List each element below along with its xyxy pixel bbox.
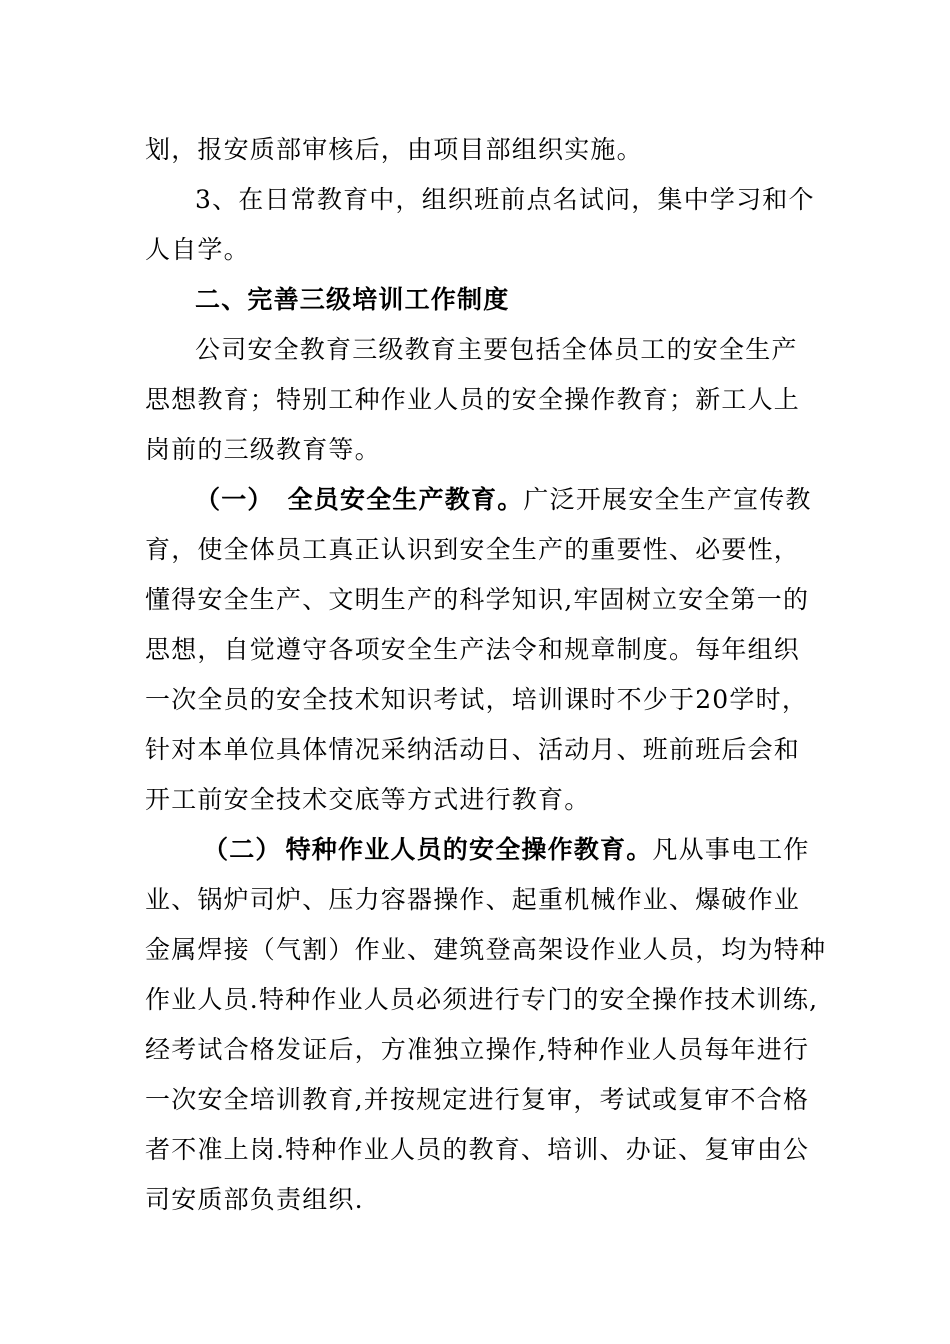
section-2-line-8: 司安质部负责组织. [145, 1185, 364, 1214]
section-1-line-4: 思想，自觉遵守各项安全生产法令和规章制度。每年组织 [145, 635, 801, 664]
section-1-line-2: 育，使全体员工真正认识到安全生产的重要性、必要性， [145, 535, 801, 564]
section-2-line-7: 者不准上岗.特种作业人员的教育、培训、办证、复审由公 [145, 1135, 810, 1164]
paragraph-3-line-1: 公司安全教育三级教育主要包括全体员工的安全生产 [195, 335, 798, 364]
section-1-line-3: 懂得安全生产、文明生产的科学知识,牢固树立安全第一的 [145, 585, 810, 614]
section-2-title: 特种作业人员的安全操作教育。 [285, 835, 653, 864]
section-2-line-2: 业、锅炉司炉、压力容器操作、起重机械作业、爆破作业 [145, 885, 801, 914]
section-1-line-6: 针对本单位具体情况采纳活动日、活动月、班前班后会和 [145, 735, 801, 764]
paragraph-3-line-3: 岗前的三级教育等。 [145, 435, 381, 464]
paragraph-3-line-2: 思想教育；特别工种作业人员的安全操作教育；新工人上 [145, 385, 801, 414]
paragraph-1-line-1: 划，报安质部审核后，由项目部组织实施。 [145, 135, 643, 164]
section-1-line-1-text: 广泛开展安全生产宣传教 [523, 485, 812, 514]
paragraph-2-line-1: 3、在日常教育中，组织班前点名试问，集中学习和个 [195, 185, 815, 214]
section-2-line-1 [203, 835, 810, 865]
section-2-line-1-text: 凡从事电工作 [652, 835, 810, 864]
section-1-line-1 [195, 485, 812, 515]
section-1-line-7: 开工前安全技术交底等方式进行教育。 [145, 785, 591, 814]
section-2-line-4: 作业人员.特种作业人员必须进行专门的安全操作技术训练, [145, 985, 819, 1014]
section-2-line-3: 金属焊接（气割）作业、建筑登高架设作业人员，均为特种 [145, 935, 827, 964]
section-1-number: （一） [195, 485, 274, 514]
section-2-number: （二） [203, 835, 282, 864]
section-2-line-5: 经考试合格发证后，方准独立操作,特种作业人员每年进行 [145, 1035, 810, 1064]
paragraph-2-line-2: 人自学。 [145, 235, 250, 264]
section-heading-2: 二、完善三级培训工作制度 [195, 285, 510, 314]
section-1-title: 全员安全生产教育。 [287, 485, 524, 514]
section-1-line-5: 一次全员的安全技术知识考试，培训课时不少于20学时， [145, 685, 809, 714]
section-2-line-6: 一次安全培训教育,并按规定进行复审，考试或复审不合格 [145, 1085, 810, 1114]
